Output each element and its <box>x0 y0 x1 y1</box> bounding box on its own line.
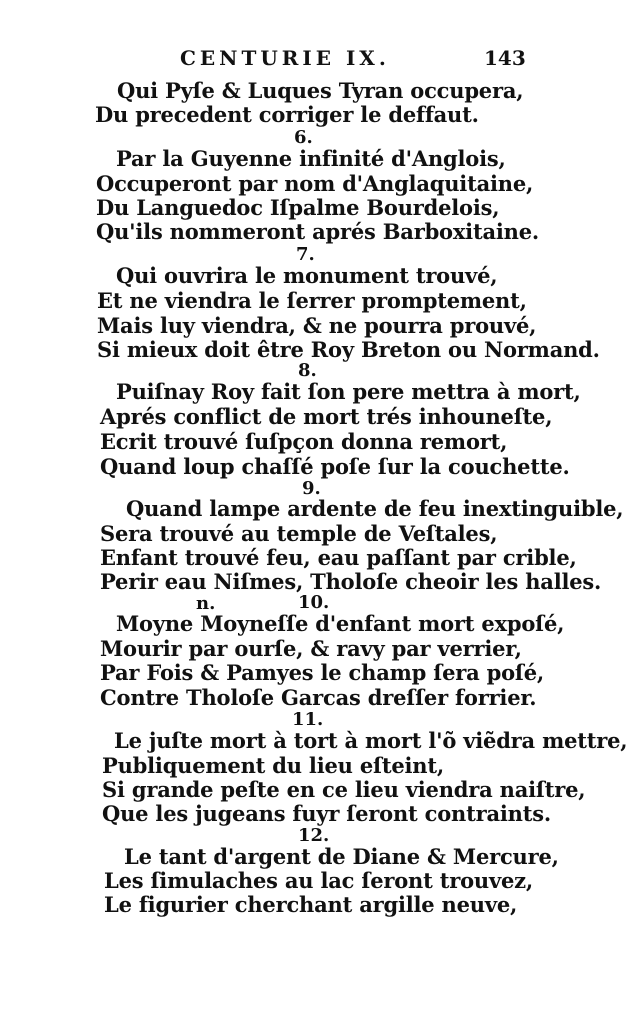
verse-line: Le juſte mort à tort à mort l'õ viẽdra mettre, <box>114 728 628 753</box>
verse-line: Quand loup chaſſé poſe ſur la couchette. <box>100 454 570 479</box>
verse-line: Moyne Moyneſſe d'enfant mort expoſé, <box>116 611 565 636</box>
verse-line: Ecrit trouvé ſuſpçon donna remort, <box>100 429 508 454</box>
running-header: CENTURIE IX. <box>180 46 390 70</box>
stray-mark: n. <box>196 593 216 614</box>
quatrain-number: 8. <box>298 360 317 381</box>
verse-line: Perir eau Niſmes, Tholoſe cheoir les halles. <box>100 569 602 594</box>
verse-line: Mourir par ourſe, & ravy par verrier, <box>100 636 522 661</box>
verse-line: Du Languedoc Iſpalme Bourdelois, <box>96 195 500 220</box>
verse-line: Si mieux doit être Roy Breton ou Normand. <box>97 337 600 362</box>
verse-line: Par la Guyenne infinité d'Anglois, <box>116 146 506 171</box>
verse-line: Qui ouvrira le monument trouvé, <box>116 263 498 288</box>
verse-line: Que les jugeans fuyr ſeront contraints. <box>102 801 551 826</box>
quatrain-number: 7. <box>296 244 315 265</box>
verse-line: Quand lampe ardente de feu inextinguible, <box>126 496 624 521</box>
verse-line: Et ne viendra le ſerrer promptement, <box>97 288 527 313</box>
verse-line: Publiquement du lieu eſteint, <box>102 753 444 778</box>
verse-line: Le figurier cherchant argille neuve, <box>104 892 518 917</box>
verse-line: Occuperont par nom d'Anglaquitaine, <box>96 171 534 196</box>
verse-line: Les ſimulaches au lac ſeront trouvez, <box>104 868 533 893</box>
quatrain-number: 12. <box>298 825 330 846</box>
quatrain-number: 9. <box>302 478 321 499</box>
quatrain-number: 6. <box>294 127 313 148</box>
verse-line: Contre Tholoſe Garcas dreſſer forrier. <box>100 685 537 710</box>
quatrain-number: 10. <box>298 592 330 613</box>
verse-line: Enfant trouvé feu, eau paſſant par crible, <box>100 545 577 570</box>
verse-line: Qu'ils nommeront aprés Barboxitaine. <box>96 219 539 244</box>
verse-line: Sera trouvé au temple de Veſtales, <box>100 521 498 546</box>
page-number: 143 <box>484 46 526 70</box>
verse-line: Aprés conflict de mort trés inhouneſte, <box>100 404 553 429</box>
verse-line: Qui Pyſe & Luques Tyran occupera, <box>117 78 524 103</box>
verse-line: Du precedent corriger le deffaut. <box>95 102 479 127</box>
quatrain-number: 11. <box>292 709 324 730</box>
verse-line: Si grande peſte en ce lieu viendra naiſtre, <box>102 777 586 802</box>
verse-line: Puiſnay Roy fait ſon pere mettra à mort, <box>116 379 581 404</box>
verse-line: Mais luy viendra, & ne pourra prouvé, <box>97 313 537 338</box>
verse-line: Le tant d'argent de Diane & Mercure, <box>124 844 559 869</box>
verse-line: Par Fois & Pamyes le champ ſera poſé, <box>100 660 545 685</box>
